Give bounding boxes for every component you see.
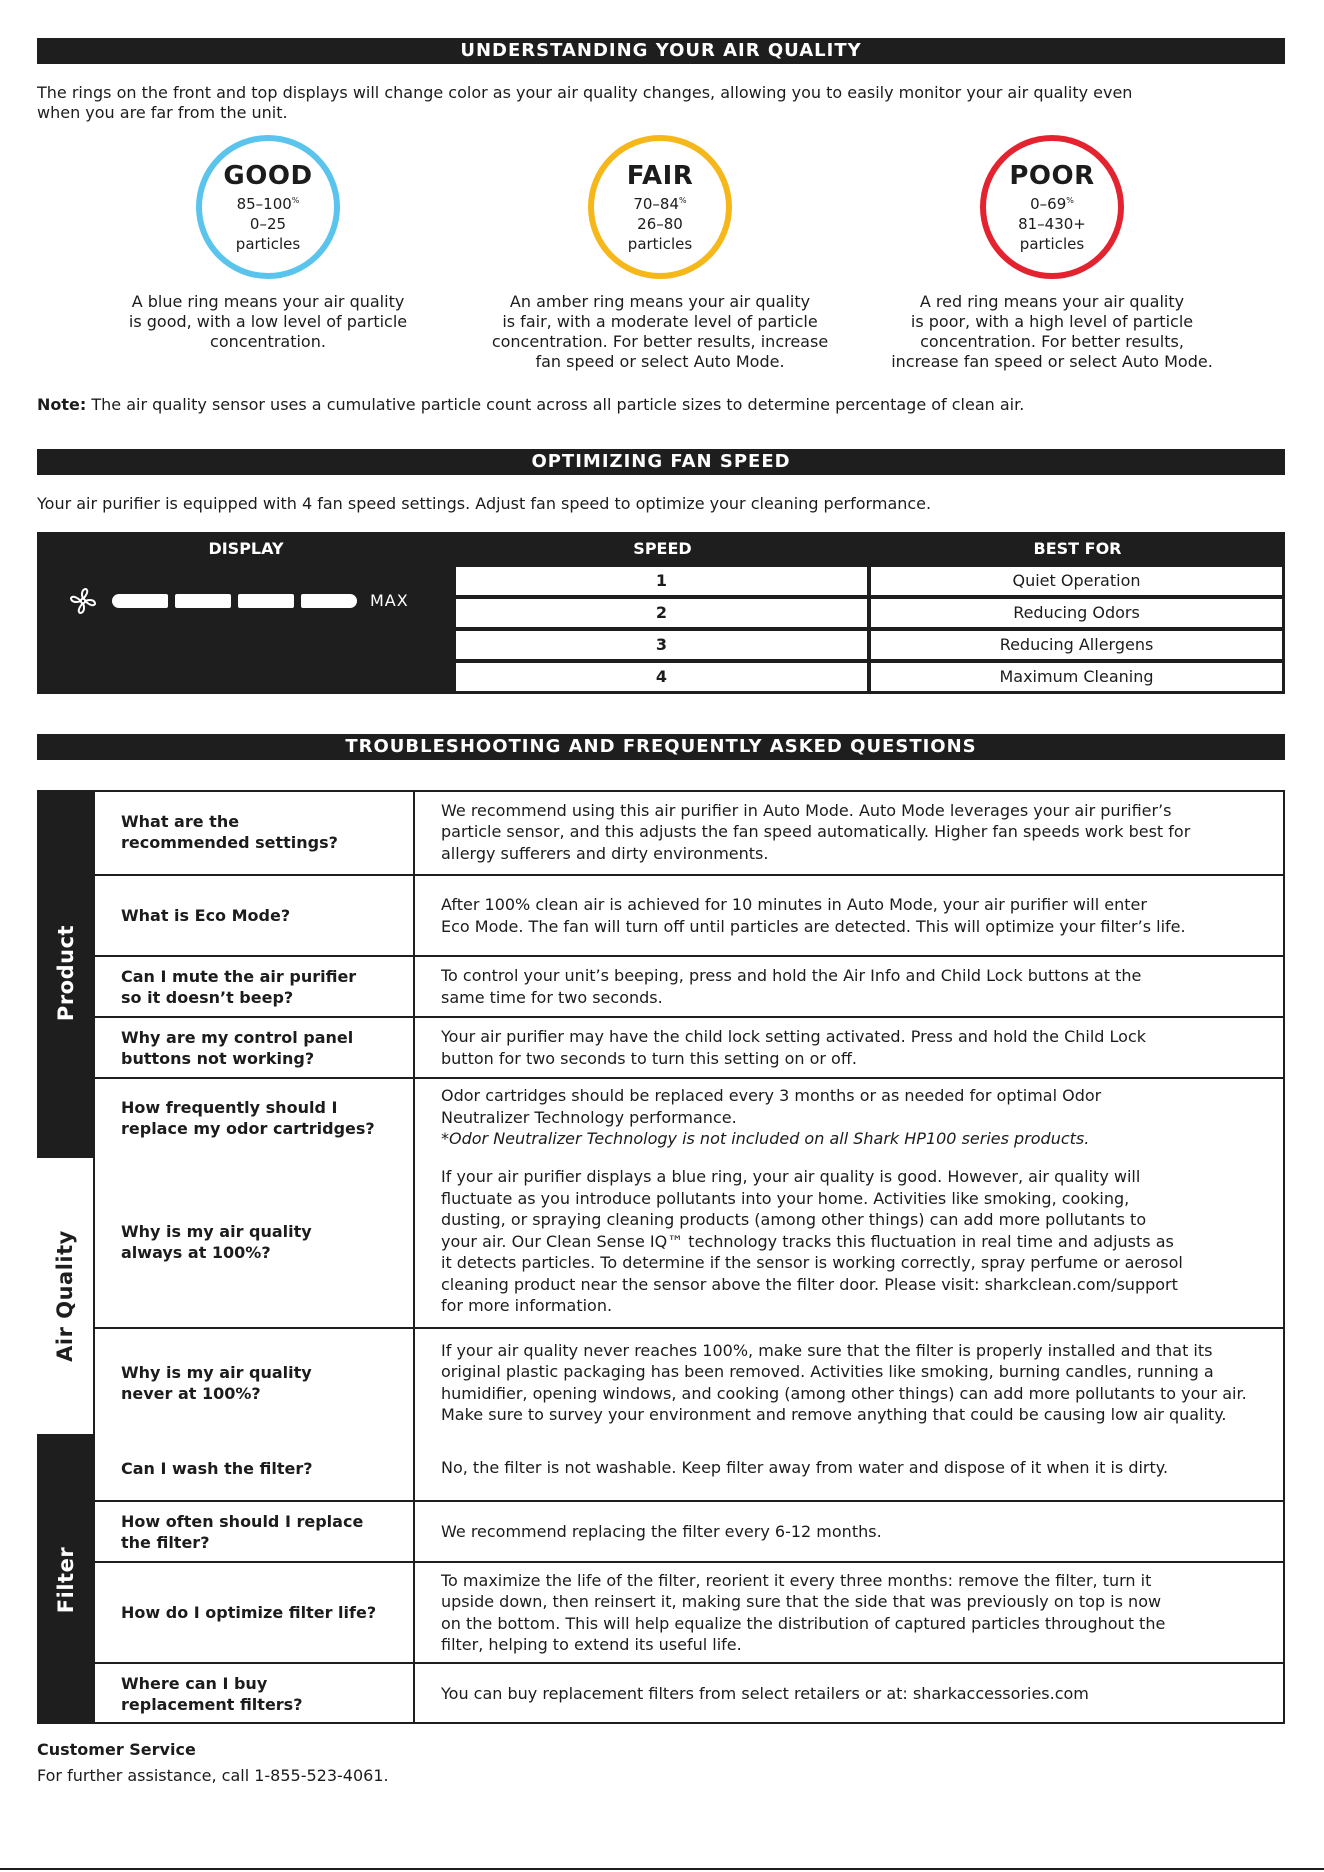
category-filter-label: Filter: [54, 1546, 78, 1614]
faq-row: [95, 1662, 1285, 1724]
faq-row: [95, 790, 1285, 874]
ring-poor-label: POOR: [1009, 161, 1095, 191]
answer-line: fluctuate as you introduce pollutants into your home. Activities like smoking, cooking,: [441, 1188, 1130, 1208]
question-line: Can I wash the filter?: [121, 1458, 313, 1478]
bottom-rule: [0, 1868, 1324, 1870]
answer-line: Odor cartridges should be replaced every 3 months or as needed for optimal Odor: [441, 1086, 1102, 1106]
faq-answer-text: [441, 800, 1190, 865]
question-line: How do I optimize filter life?: [121, 1603, 377, 1622]
faq-answer-text: [441, 1166, 1183, 1317]
faq-answer-text: [441, 1085, 1101, 1150]
answer-line: To control your unit’s beeping, press and hold the Air Info and Child Lock buttons at the: [441, 966, 1142, 985]
faq-question: [95, 1018, 415, 1077]
faq-question-text: [121, 1602, 376, 1623]
ring-poor-percent: [986, 191, 1118, 214]
description-line: is good, with a low level of particle: [128, 312, 408, 331]
category-product-label: Product: [54, 924, 78, 1022]
faq-question-text: [121, 966, 356, 1008]
air-quality-intro-line2: when you are far from the unit.: [37, 103, 288, 122]
question-line: Where can I buy: [121, 1674, 268, 1693]
faq-question-text: [121, 1027, 353, 1069]
ring-good-percent: [202, 191, 334, 214]
ring-fair-particles: 26–80: [637, 215, 683, 233]
question-line: always at 100%?: [121, 1242, 271, 1262]
note-label: Note:: [37, 395, 87, 414]
answer-line: filter, helping to extend its useful life.: [441, 1635, 742, 1654]
answer-line: allergy sufferers and dirty environments.: [441, 843, 769, 863]
category-air-quality: [37, 1156, 95, 1436]
question-line: replace my odor cartridges?: [121, 1118, 375, 1138]
faq-answer-text: [441, 1457, 1168, 1479]
faq-answer: [417, 957, 1285, 1016]
description-line: An amber ring means your air quality: [509, 292, 811, 311]
ring-fair-label: FAIR: [626, 161, 694, 191]
speed-cell-1: 1: [455, 566, 868, 596]
ring-poor-percent-sign: %: [1066, 196, 1074, 205]
answer-line: If your air purifier displays a blue ring, your air quality is good. However, air quality will: [441, 1167, 1141, 1187]
speed-segment-2: [175, 594, 231, 608]
faq-question: [95, 1563, 415, 1662]
ring-poor-particles: 81–430+: [1018, 215, 1086, 233]
faq-answer-text: [441, 1340, 1247, 1426]
faq-answer: [417, 1502, 1285, 1561]
answer-line: If your air quality never reaches 100%, make sure that the filter is properly installed and that its: [441, 1340, 1213, 1360]
faq-question-text: [121, 1221, 312, 1263]
ring-fair-percent: [594, 191, 726, 214]
ring-good-particles: 0–25: [249, 215, 287, 233]
faq-question: [95, 957, 415, 1016]
answer-line: cleaning product near the sensor above the filter door. Please visit: sharkclean.com/support: [441, 1274, 1178, 1294]
faq-question: [95, 790, 415, 874]
faq-answer: [417, 1018, 1285, 1077]
description-line: concentration. For better results, increase: [491, 332, 829, 351]
description-line: is fair, with a moderate level of particle: [502, 312, 818, 331]
question-line: Why are my control panel: [121, 1027, 354, 1047]
question-line: the filter?: [121, 1532, 210, 1552]
faq-row: [95, 1436, 1285, 1500]
ring-good: [196, 135, 340, 279]
faq-answer: [417, 1563, 1285, 1662]
category-product: [37, 790, 95, 1156]
ring-good-unit: particles: [235, 235, 301, 253]
ring-fair: [588, 135, 732, 279]
faq-row: [95, 1077, 1285, 1156]
answer-line: for more information.: [441, 1296, 613, 1316]
question-line: Why is my air quality: [121, 1221, 312, 1241]
description-line: increase fan speed or select Auto Mode.: [891, 352, 1213, 371]
speed-cell-2: 2: [455, 598, 868, 628]
faq-answer: [417, 790, 1285, 874]
ring-poor: [980, 135, 1124, 279]
faq-row: [95, 1016, 1285, 1077]
faq-answer-text: [441, 965, 1141, 1008]
question-line: What is Eco Mode?: [121, 906, 291, 925]
faq-question: [95, 876, 415, 955]
speed-cell-3: 3: [455, 630, 868, 660]
speed-segment-1: [112, 594, 168, 608]
answer-line: humidifier, opening windows, and cooking (among other things) can add more pollutants to your air.: [441, 1383, 1247, 1403]
faq-row: [95, 874, 1285, 955]
question-line: How often should I replace: [121, 1511, 364, 1531]
ring-fair-percent-value: 70–84: [633, 195, 680, 213]
description-line: concentration.: [210, 332, 326, 351]
faq-answer: [417, 1436, 1285, 1500]
question-line: never at 100%?: [121, 1383, 261, 1403]
answer-line: dusting, or spraying cleaning products (among other things) can add more pollutants to: [441, 1210, 1147, 1230]
faq-answer: [417, 1079, 1285, 1156]
faq-answer: [417, 876, 1285, 955]
answer-line: To maximize the life of the filter, reorient it every three months: remove the filter, turn it: [441, 1570, 1152, 1590]
answer-line: Make sure to survey your environment and remove anything that could be causing low air quality.: [441, 1405, 1227, 1424]
faq-answer-text: [441, 1570, 1165, 1656]
faq-question-text: [121, 905, 290, 926]
ring-good-label: GOOD: [223, 161, 313, 191]
ring-good-description: [78, 292, 458, 352]
faq-answer-text: [441, 1026, 1146, 1069]
faq-question: [95, 1156, 415, 1327]
customer-service-text: For further assistance, call 1-855-523-4061.: [37, 1766, 389, 1785]
description-line: concentration. For better results,: [920, 332, 1184, 351]
question-line: Why is my air quality: [121, 1362, 312, 1382]
question-line: so it doesn’t beep?: [121, 987, 294, 1007]
description-line: fan speed or select Auto Mode.: [535, 352, 785, 371]
max-label: MAX: [370, 591, 409, 610]
col-speed-header: SPEED: [633, 539, 692, 558]
air-quality-note: [37, 395, 1024, 415]
faq-header: TROUBLESHOOTING AND FREQUENTLY ASKED QUESTIONS: [37, 734, 1285, 760]
fan-speed-header: OPTIMIZING FAN SPEED: [37, 449, 1285, 475]
faq-question: [95, 1436, 415, 1500]
answer-line: No, the filter is not washable. Keep filter away from water and dispose of it when it is dirty.: [441, 1458, 1169, 1478]
answer-line: We recommend using this air purifier in Auto Mode. Auto Mode leverages your air purifier’s: [441, 800, 1172, 820]
ring-fair-unit: particles: [627, 235, 693, 253]
col-display-header: DISPLAY: [208, 539, 284, 558]
faq-answer: [417, 1156, 1285, 1327]
answer-line: button for two seconds to turn this setting on or off.: [441, 1048, 857, 1068]
faq-question: [95, 1502, 415, 1561]
description-line: A red ring means your air quality: [919, 292, 1185, 311]
faq-question: [95, 1079, 415, 1156]
answer-line: your air. Our Clean Sense IQ™ technology tracks this fluctuation in real time and adjusts as: [441, 1231, 1174, 1251]
category-filter: [37, 1436, 95, 1724]
answer-line: upside down, then reinsert it, making sure that the side that was previously on top is now: [441, 1592, 1162, 1611]
answer-line: Neutralizer Technology performance.: [441, 1107, 737, 1127]
air-quality-header: UNDERSTANDING YOUR AIR QUALITY: [37, 38, 1285, 64]
faq-question-text: [121, 1511, 363, 1553]
best-for-cell-1: Quiet Operation: [870, 566, 1283, 596]
air-quality-intro-line1: The rings on the front and top displays will change color as your air quality changes, allowing you to easily monitor your air quality even: [37, 83, 1133, 102]
answer-line: We recommend replacing the filter every 6-12 months.: [441, 1521, 882, 1541]
col-best-header: BEST FOR: [1033, 539, 1122, 558]
faq-answer: [417, 1329, 1285, 1436]
ring-good-percent-value: 85–100: [236, 195, 292, 213]
ring-fair-description: [470, 292, 850, 372]
note-text: The air quality sensor uses a cumulative particle count across all particle sizes to determine percentage of clean air.: [86, 395, 1025, 414]
faq-row: [95, 1327, 1285, 1436]
description-line: A blue ring means your air quality: [131, 292, 405, 311]
faq-question-text: [121, 1362, 312, 1404]
faq-question: [95, 1329, 415, 1436]
faq-question: [95, 1664, 415, 1724]
answer-line: particle sensor, and this adjusts the fan speed automatically. Higher fan speeds work best for: [441, 822, 1191, 842]
faq-row: [95, 1500, 1285, 1561]
speed-segment-4: [301, 594, 357, 608]
ring-poor-percent-value: 0–69: [1030, 195, 1067, 213]
answer-line: on the bottom. This will help equalize the distribution of captured particles throughout the: [441, 1613, 1166, 1633]
faq-question-text: [121, 1673, 302, 1715]
faq-answer-text: [441, 894, 1186, 937]
question-line: What are the: [121, 812, 240, 831]
faq-row: [95, 955, 1285, 1016]
ring-poor-unit: particles: [1019, 235, 1085, 253]
speed-cell-4: 4: [455, 662, 868, 692]
faq-row: [95, 1156, 1285, 1327]
customer-service-title: Customer Service: [37, 1740, 196, 1759]
question-line: How frequently should I: [121, 1097, 338, 1117]
answer-footnote: *Odor Neutralizer Technology is not included on all Shark HP100 series products.: [441, 1129, 1090, 1149]
answer-line: original plastic packaging has been removed. Activities like smoking, burning candles, running a: [441, 1362, 1214, 1381]
faq-question-text: [121, 1097, 375, 1139]
answer-line: same time for two seconds.: [441, 987, 663, 1007]
answer-line: You can buy replacement filters from select retailers or at: sharkaccessories.com: [441, 1684, 1089, 1704]
faq-question-text: [121, 1458, 313, 1479]
description-line: is poor, with a high level of particle: [910, 312, 1194, 331]
answer-line: it detects particles. To determine if the sensor is working correctly, spray perfume or aerosol: [441, 1253, 1183, 1273]
fan-icon: [68, 586, 98, 616]
answer-line: After 100% clean air is achieved for 10 minutes in Auto Mode, your air purifier will enter: [441, 895, 1147, 914]
faq-answer-text: [441, 1521, 882, 1543]
question-line: Can I mute the air purifier: [121, 966, 357, 986]
question-line: recommended settings?: [121, 833, 338, 852]
ring-good-percent-sign: %: [291, 196, 300, 205]
faq-row: [95, 1561, 1285, 1662]
answer-line: Your air purifier may have the child lock setting activated. Press and hold the Child Lock: [441, 1027, 1147, 1046]
question-line: buttons not working?: [121, 1048, 315, 1068]
fan-speed-intro: Your air purifier is equipped with 4 fan speed settings. Adjust fan speed to optimize your cleaning performance.: [37, 494, 932, 513]
question-line: replacement filters?: [121, 1695, 303, 1714]
answer-line: Eco Mode. The fan will turn off until particles are detected. This will optimize your filter’s life.: [441, 916, 1186, 936]
faq-question-text: [121, 811, 338, 853]
best-for-cell-2: Reducing Odors: [870, 598, 1283, 628]
category-air-quality-label: Air Quality: [53, 1230, 77, 1362]
faq-answer: [417, 1664, 1285, 1724]
best-for-cell-3: Reducing Allergens: [870, 630, 1283, 660]
ring-fair-percent-sign: %: [679, 196, 687, 205]
ring-poor-description: [862, 292, 1242, 372]
speed-segment-3: [238, 594, 294, 608]
fan-speed-table: [37, 532, 1285, 694]
faq-answer-text: [441, 1683, 1089, 1705]
best-for-cell-4: Maximum Cleaning: [870, 662, 1283, 692]
